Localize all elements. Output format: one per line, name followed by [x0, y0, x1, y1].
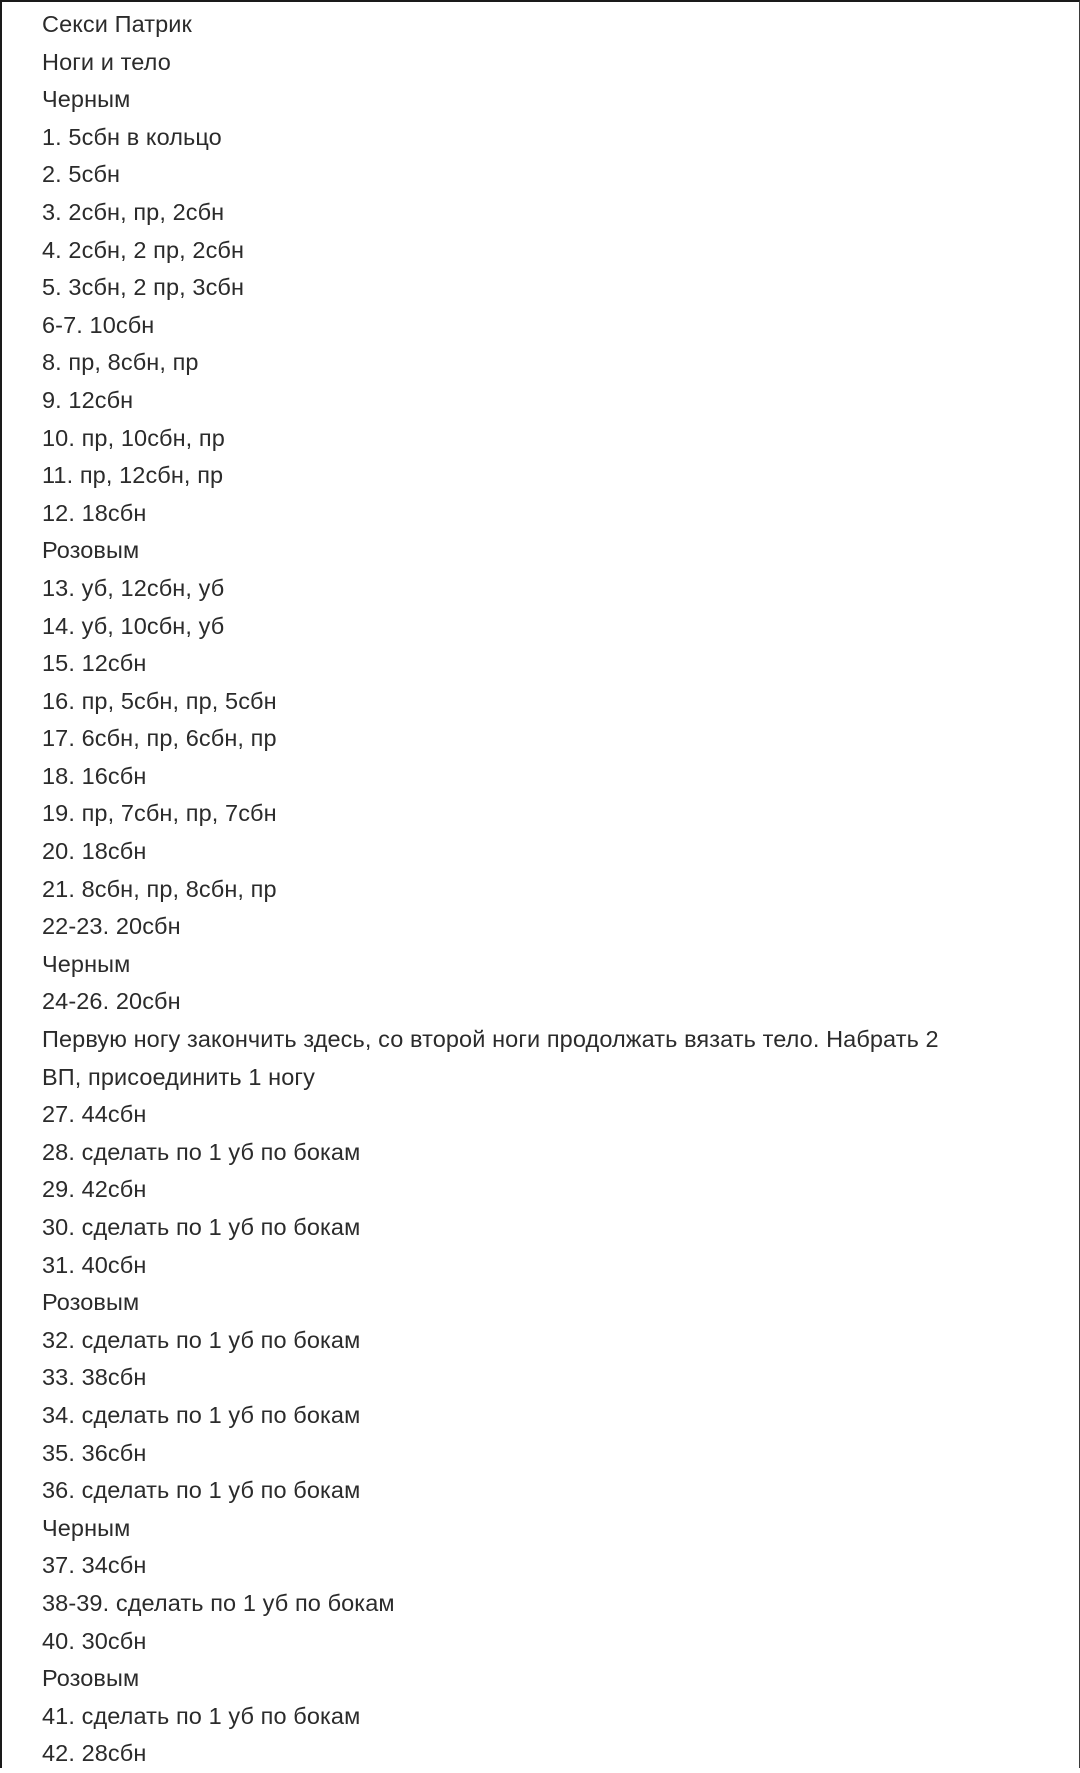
pattern-row: 41. сделать по 1 уб по бокам [42, 1702, 361, 1729]
pattern-row: 22-23. 20сбн [42, 913, 181, 940]
pattern-row: 13. уб, 12сбн, уб [42, 574, 225, 601]
pattern-row: 29. 42сбн [42, 1176, 147, 1203]
color-label: Розовым [42, 1289, 140, 1316]
instruction-text: Первую ногу закончить здесь, со второй ноги продолжать вязать тело. Набрать 2 [42, 1026, 939, 1053]
pattern-row: 21. 8сбн, пр, 8сбн, пр [42, 875, 277, 902]
instruction-text: ВП, присоединить 1 ногу [42, 1063, 315, 1090]
pattern-row: 37. 34сбн [42, 1552, 147, 1579]
pattern-row: 16. пр, 5сбн, пр, 5сбн [42, 687, 277, 714]
pattern-row: 38-39. сделать по 1 уб по бокам [42, 1589, 395, 1616]
pattern-row: 9. 12сбн [42, 386, 134, 413]
pattern-row: 15. 12сбн [42, 650, 147, 677]
document-title: Секси Патрик [42, 11, 192, 37]
pattern-row: 4. 2сбн, 2 пр, 2сбн [42, 236, 245, 263]
pattern-row: 40. 30сбн [42, 1627, 147, 1654]
pattern-row: 31. 40сбн [42, 1251, 147, 1278]
pattern-row: 17. 6сбн, пр, 6сбн, пр [42, 725, 277, 752]
pattern-row: 27. 44сбн [42, 1101, 147, 1128]
pattern-row: 3. 2сбн, пр, 2сбн [42, 198, 225, 225]
pattern-row: 34. сделать по 1 уб по бокам [42, 1401, 361, 1428]
pattern-row: 11. пр, 12сбн, пр [42, 462, 224, 489]
color-label: Розовым [42, 537, 140, 564]
pattern-row: 1. 5сбн в кольцо [42, 123, 222, 150]
color-label: Розовым [42, 1665, 140, 1692]
pattern-row: 35. 36сбн [42, 1439, 147, 1466]
pattern-row: 28. сделать по 1 уб по бокам [42, 1138, 361, 1165]
pattern-row: 10. пр, 10сбн, пр [42, 424, 225, 451]
section-heading: Ноги и тело [42, 48, 171, 75]
pattern-row: 20. 18сбн [42, 838, 147, 865]
pattern-row: 24-26. 20сбн [42, 988, 181, 1015]
pattern-row: 30. сделать по 1 уб по бокам [42, 1214, 361, 1240]
pattern-row: 19. пр, 7сбн, пр, 7сбн [42, 800, 277, 827]
pattern-row: 12. 18сбн [42, 499, 147, 526]
pattern-row: 36. сделать по 1 уб по бокам [42, 1477, 361, 1504]
color-label: Черным [42, 950, 131, 977]
pattern-row: 6-7. 10сбн [42, 311, 155, 338]
pattern-row: 42. 28сбн [42, 1740, 147, 1767]
pattern-row: 32. сделать по 1 уб по бокам [42, 1326, 361, 1353]
pattern-row: 2. 5сбн [42, 161, 121, 188]
color-label: Черным [42, 86, 131, 113]
pattern-row: 14. уб, 10сбн, уб [42, 612, 225, 639]
pattern-text [42, 6, 1062, 1773]
color-label: Черным [42, 1514, 131, 1541]
pattern-row: 18. 16сбн [42, 762, 147, 789]
pattern-row: 33. 38сбн [42, 1364, 147, 1391]
pattern-row: 8. пр, 8сбн, пр [42, 349, 199, 376]
pattern-row: 5. 3сбн, 2 пр, 3сбн [42, 274, 245, 301]
